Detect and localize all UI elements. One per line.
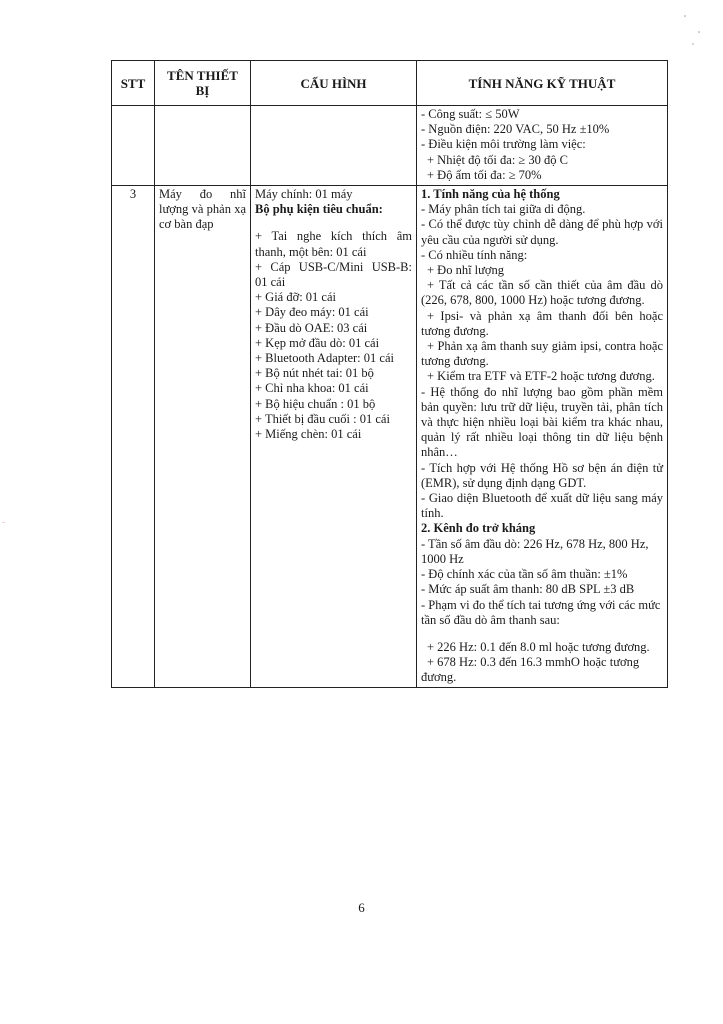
feature-line: - Có nhiều tính năng: — [421, 247, 528, 262]
feature-line: + Độ ẩm tối đa: ≥ 70% — [427, 167, 542, 182]
feature-line: - Công suất: ≤ 50W — [421, 107, 520, 121]
feature-line: + 678 Hz: 0.3 đến 16.3 mmhO hoặc tương đương. — [421, 655, 640, 685]
cell-technical-features — [417, 186, 668, 688]
feature-line: - Tích hợp với Hệ thống Hồ sơ bện án điện tử (EMR), sử dụng định dạng GDT. — [421, 460, 663, 490]
section-heading: 1. Tính năng của hệ thống — [421, 187, 560, 202]
cell-empty — [155, 106, 251, 186]
feature-line: + Kiểm tra ETF và ETF-2 hoặc tương đương. — [427, 369, 655, 384]
config-item: + Giá đỡ: 01 cái — [255, 290, 336, 305]
cell-empty — [112, 106, 155, 186]
config-item: + Đầu dò OAE: 03 cái — [255, 320, 368, 335]
config-item: + Bộ nút nhét tai: 01 bộ — [255, 366, 374, 381]
scan-speck-marks — [679, 10, 709, 50]
table-row-continued — [112, 106, 668, 186]
cell-stt: 3 — [112, 186, 155, 688]
equipment-spec-table — [111, 60, 668, 688]
config-item: + Bluetooth Adapter: 01 cái — [255, 351, 394, 366]
feature-line: - Nguồn điện: 220 VAC, 50 Hz ±10% — [421, 122, 610, 137]
header-configuration: CẤU HÌNH — [251, 61, 417, 106]
section-heading: 2. Kênh đo trở kháng — [421, 521, 536, 536]
config-accessories-heading: Bộ phụ kiện tiêu chuẩn: — [255, 202, 383, 217]
feature-line: - Có thể được tùy chỉnh dễ dàng để phù hợp với yêu cầu của người sử dụng. — [421, 217, 663, 247]
page-number: 6 — [358, 900, 365, 915]
config-item: + Chỉ nha khoa: 01 cái — [255, 381, 369, 396]
feature-line: + Tất cả các tần số cần thiết của âm đầu dò (226, 678, 800, 1000 Hz) hoặc tương đương. — [421, 278, 663, 308]
config-item: + Cáp USB-C/Mini USB-B: 01 cái — [255, 259, 412, 290]
config-item: + Thiết bị đầu cuối : 01 cái — [255, 411, 390, 426]
table-header-row — [112, 61, 668, 106]
feature-line: + Phản xạ âm thanh suy giảm ipsi, contra hoặc tương đương. — [421, 339, 663, 369]
header-technical-features: TÍNH NĂNG KỸ THUẬT — [417, 61, 668, 106]
feature-line: - Hệ thống đo nhĩ lượng bao gồm phần mềm bản quyền: lưu trữ dữ liệu, truyền tải, phân tích và thực hiện nhiều loại bài kiểm tra khác nhau, quản lý rất nhiều loại thông tin dữ liệu bệnh nhân… — [421, 384, 663, 460]
cell-device-name: Máy đo nhĩ lượng và phản xạ cơ bàn đạp — [155, 186, 251, 688]
cell-continued-features — [417, 106, 668, 186]
config-item: + Kẹp mở đầu dò: 01 cái — [255, 335, 380, 350]
header-device-name: TÊN THIẾT BỊ — [155, 61, 251, 106]
feature-line: + Ipsi- và phản xạ âm thanh đối bên hoặc tương đương. — [421, 308, 663, 338]
config-item: + Miếng chèn: 01 cái — [255, 427, 362, 442]
feature-line: + Đo nhĩ lượng — [427, 263, 505, 278]
feature-line: + Nhiệt độ tối đa: ≥ 30 độ C — [427, 152, 568, 167]
config-item: + Bộ hiệu chuẩn : 01 bộ — [255, 396, 376, 411]
feature-line: - Máy phân tích tai giữa di động. — [421, 202, 586, 217]
feature-line: - Độ chính xác của tần số âm thuần: ±1% — [421, 567, 628, 582]
config-item: + Dây đeo máy: 01 cái — [255, 305, 369, 320]
feature-line: - Phạm vi đo thể tích tai tương ứng với các mức tần số đầu dò âm thanh sau: — [421, 597, 661, 627]
feature-line: - Điều kiện môi trường làm việc: — [421, 137, 586, 152]
config-item: + Tai nghe kích thích âm thanh, một bên: 01 cái — [255, 229, 412, 259]
config-main-unit: Máy chính: 01 máy — [255, 187, 353, 202]
header-stt: STT — [112, 61, 155, 106]
feature-line: + 226 Hz: 0.1 đến 8.0 ml hoặc tương đương. — [427, 639, 650, 654]
table-row — [112, 186, 668, 688]
feature-line: - Giao diện Bluetooth để xuất dữ liệu sang máy tính. — [421, 491, 663, 521]
cell-empty — [251, 106, 417, 186]
margin-stamp-mark: ˉ — [2, 520, 5, 530]
cell-configuration — [251, 186, 417, 688]
feature-line: - Tần số âm đầu dò: 226 Hz, 678 Hz, 800 Hz, 1000 Hz — [421, 536, 649, 566]
feature-line: - Mức áp suất âm thanh: 80 dB SPL ±3 dB — [421, 582, 635, 597]
